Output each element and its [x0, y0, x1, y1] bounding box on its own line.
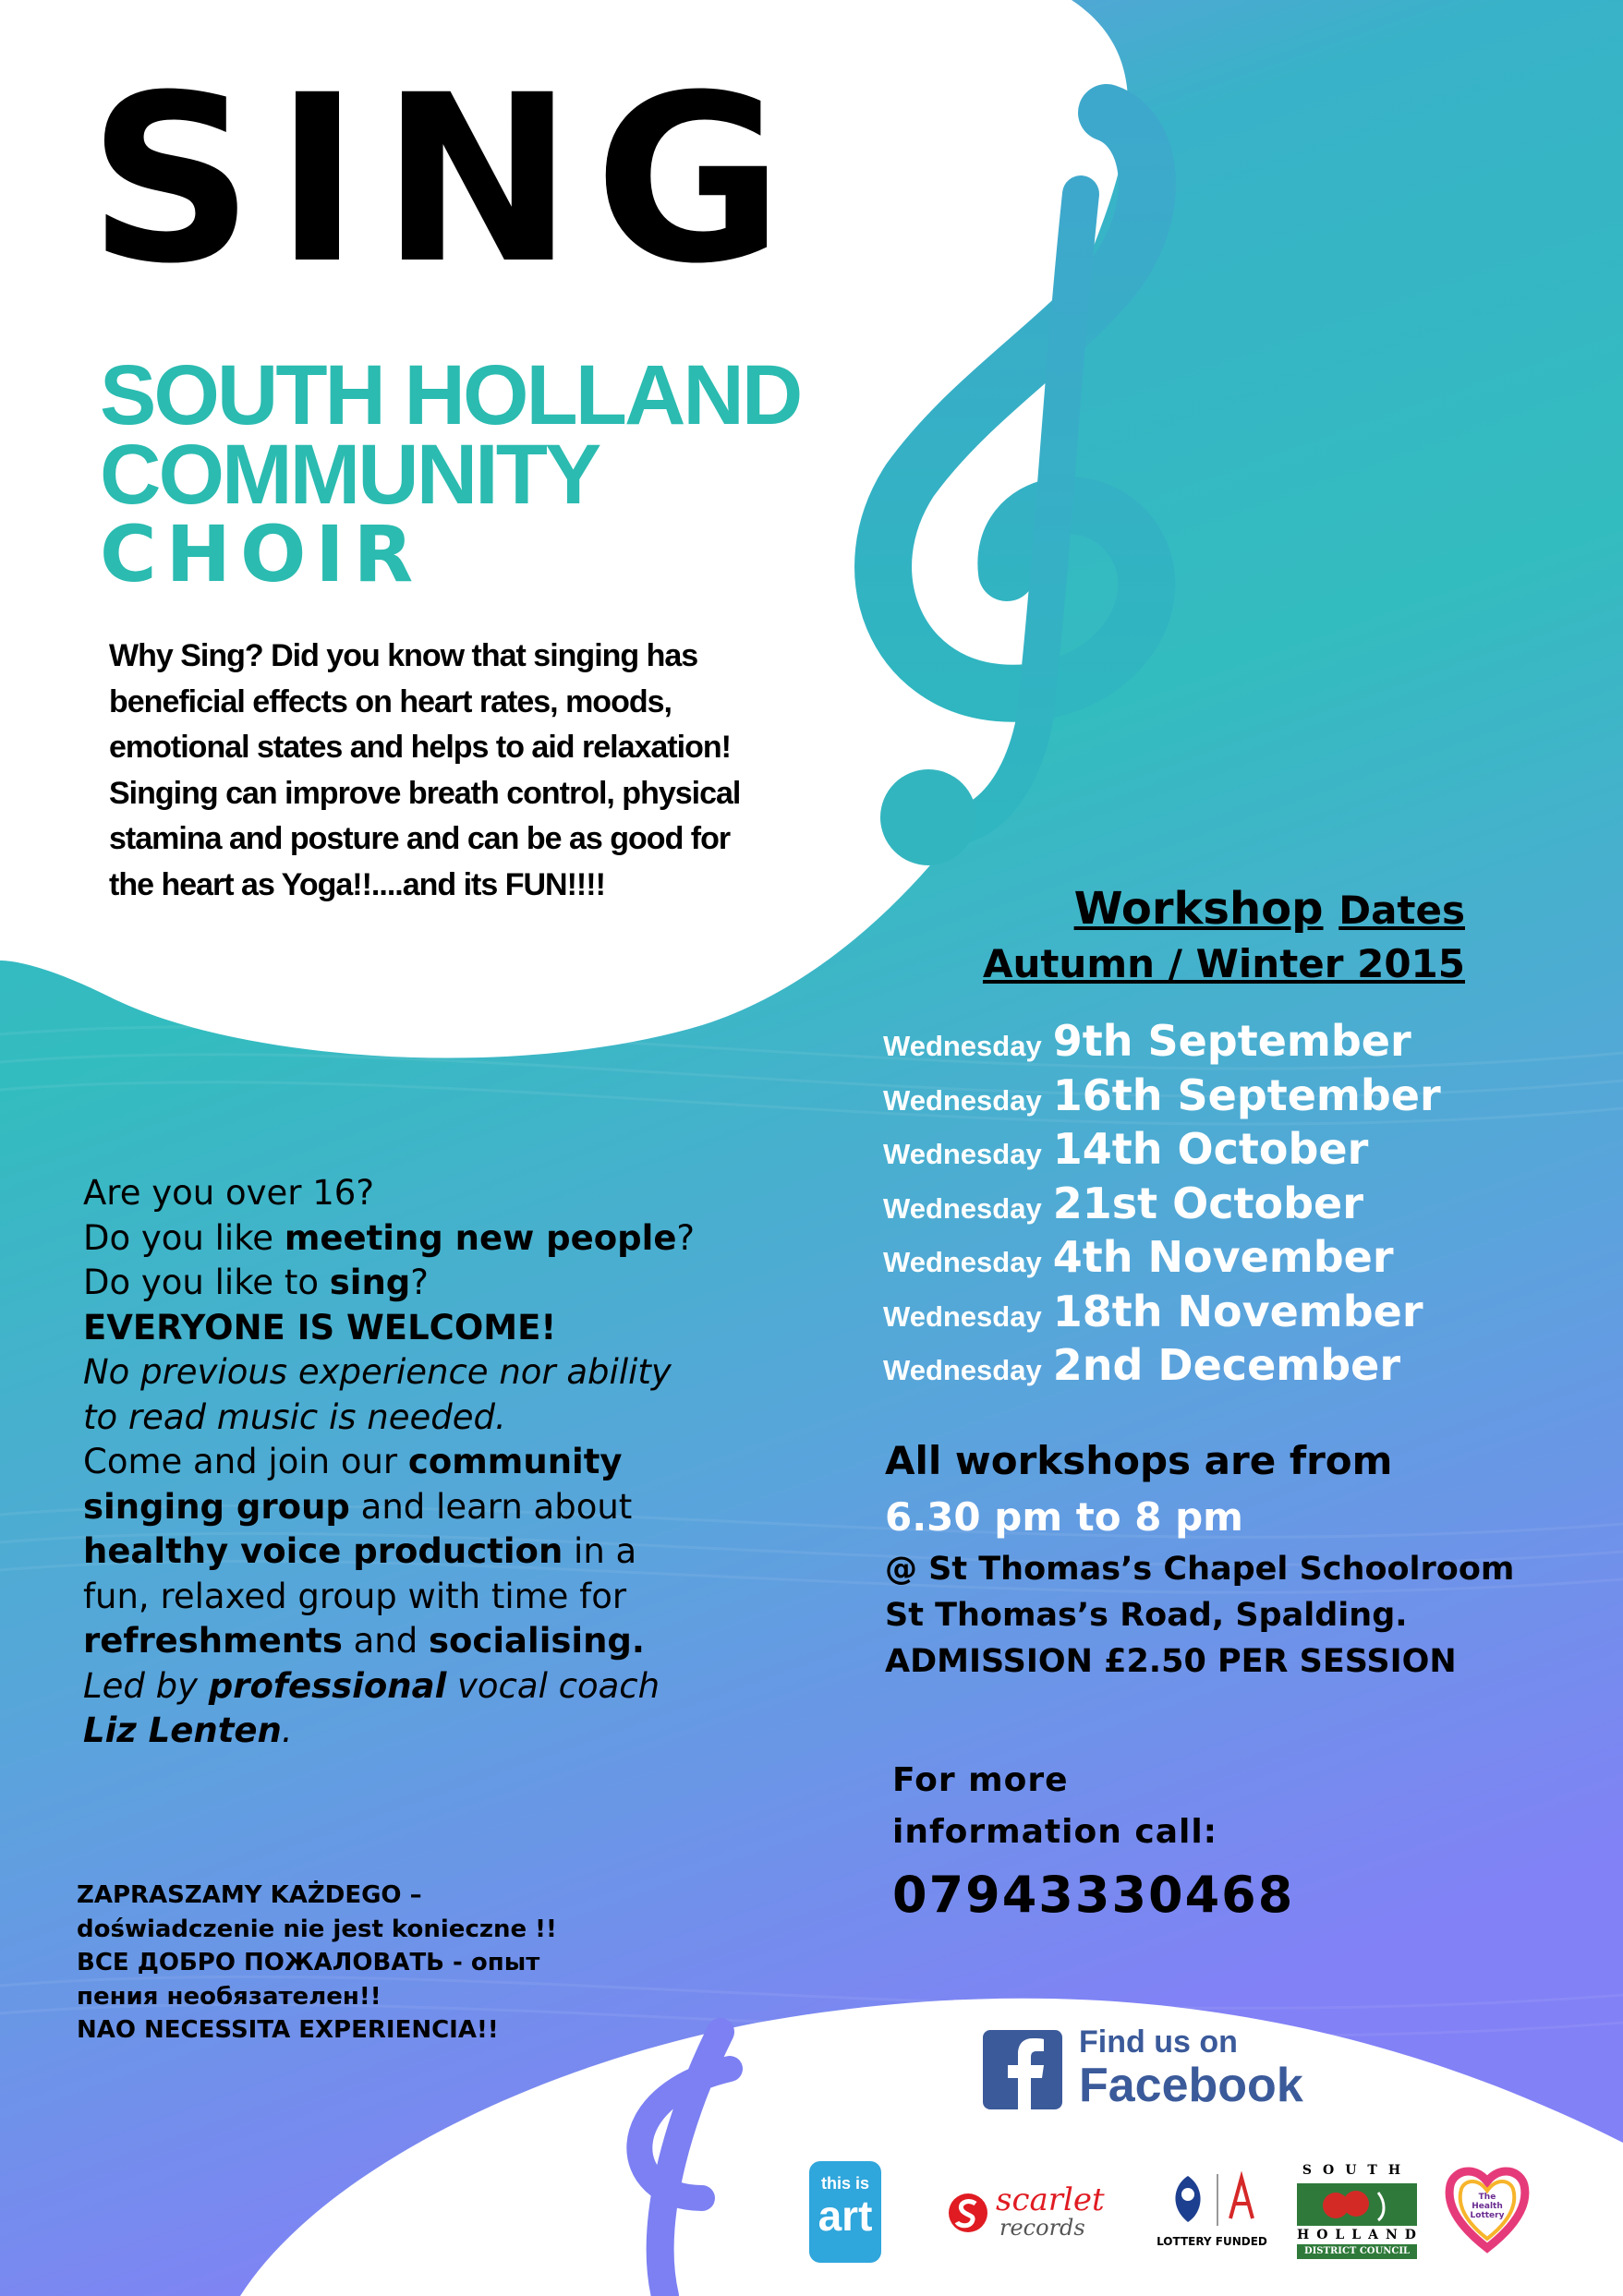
date-value: 9th September: [1052, 1016, 1411, 1066]
choir-name-line-1: SOUTH HOLLAND: [100, 348, 801, 442]
coach-name: Liz Lenten: [83, 1710, 282, 1750]
date-day: Wednesday: [883, 1083, 1042, 1117]
date-item: [883, 1232, 1441, 1287]
date-day: Wednesday: [883, 1246, 1042, 1278]
lottery-funded-logo: [1157, 2167, 1267, 2259]
date-item: [883, 1070, 1441, 1125]
time-intro: All workshops are from: [885, 1438, 1393, 1483]
why-sing-line: emotional states and helps to aid relaxation!: [109, 730, 731, 765]
workshop-heading-main: Workshop: [1073, 883, 1324, 935]
text-run-bold: sing: [329, 1263, 411, 1302]
text-run: Led by: [83, 1665, 209, 1706]
multilingual-line: пения необязателен!!: [77, 1982, 382, 2011]
date-day: Wednesday: [883, 1354, 1042, 1386]
text-run: and: [342, 1621, 429, 1661]
multilingual-line: ZAPRASZAMY KAŻDEGO –: [77, 1881, 422, 1909]
venue: @ St Thomas’s Chapel Schoolroom: [885, 1551, 1515, 1588]
date-value: 16th September: [1052, 1069, 1441, 1120]
text-run: .: [281, 1710, 293, 1750]
facebook-icon: [981, 2028, 1064, 2111]
clef-dot: [880, 769, 976, 865]
text-run: Come and join our: [83, 1442, 408, 1481]
multilingual-text: [77, 1879, 742, 2048]
date-value: 4th November: [1052, 1232, 1394, 1282]
invite-line: [83, 1529, 804, 1575]
south-holland-council-logo: [1297, 2163, 1423, 2259]
multilingual-line: doświadczenie nie jest konieczne !!: [77, 1915, 557, 1943]
time-range: 6.30 pm to 8 pm: [885, 1494, 1243, 1540]
invite-line: [83, 1216, 804, 1262]
date-item: [883, 1178, 1441, 1233]
text-run: ?: [676, 1217, 696, 1258]
why-sing-line: the heart as Yoga!!....and its FUN!!!!: [109, 866, 605, 902]
date-value: 21st October: [1052, 1178, 1363, 1228]
date-item: [883, 1287, 1441, 1341]
choir-name-line-3: CHOIR: [100, 509, 423, 599]
date-item: [883, 1124, 1441, 1178]
invite-line: [83, 1619, 804, 1664]
date-value: 2nd December: [1052, 1340, 1401, 1390]
scarlet-text-2: records: [999, 2215, 1085, 2241]
invite-line: No previous experience nor ability: [83, 1352, 672, 1392]
choir-name: [100, 348, 801, 599]
scarlet-text-1: scarlet: [996, 2181, 1105, 2218]
text-run-bold: community: [407, 1442, 623, 1481]
address: St Thomas’s Road, Spalding.: [885, 1597, 1408, 1634]
date-item: [883, 1340, 1441, 1395]
sponsor-logos: [809, 2152, 1548, 2263]
choir-name-line-2: COMMUNITY: [100, 428, 600, 522]
text-run-bold: healthy voice production: [83, 1531, 563, 1571]
text-run: Do you like to: [83, 1263, 330, 1302]
contact-line-2: information call:: [892, 1813, 1218, 1851]
invitation-text: [83, 1171, 804, 1754]
scarlet-s-icon: [948, 2193, 988, 2233]
lottery-text: LOTTERY FUNDED: [1157, 2235, 1267, 2248]
text-run-bold: professional: [208, 1665, 447, 1706]
text-run-bold: singing group: [83, 1486, 350, 1527]
date-value: 14th October: [1052, 1124, 1369, 1174]
health-lottery-logo: [1445, 2161, 1530, 2257]
text-run-bold: refreshments: [83, 1621, 343, 1661]
workshop-heading: [883, 882, 1465, 991]
this-is-art-text-1: this is: [820, 2174, 869, 2193]
text-run-bold: socialising.: [428, 1621, 645, 1661]
council-text-mid: HOLLAND: [1297, 2228, 1423, 2242]
multilingual-line: ВСЕ ДОБРО ПОЖАЛОВАТЬ - опыт: [77, 1949, 540, 1976]
text-run: ?: [410, 1263, 429, 1302]
health-lottery-text: The Health Lottery: [1470, 2193, 1505, 2220]
invite-line: Are you over 16?: [83, 1173, 374, 1213]
facebook-line-2: Facebook: [1079, 2059, 1303, 2112]
workshop-heading-rest: Dates: [1338, 888, 1465, 933]
text-run: Do you like: [83, 1217, 285, 1258]
date-day: Wednesday: [883, 1191, 1042, 1225]
why-sing-line: stamina and posture and can be as good for: [109, 821, 731, 856]
invite-line: to read music is needed.: [83, 1396, 506, 1437]
invite-line: [83, 1261, 804, 1306]
lottery-hands-icon: [1160, 2167, 1264, 2231]
date-value: 18th November: [1052, 1286, 1423, 1336]
council-text-bottom: DISTRICT COUNCIL: [1297, 2244, 1417, 2259]
why-sing-line: beneficial effects on heart rates, moods,: [109, 683, 672, 719]
why-sing-paragraph: [109, 634, 885, 908]
date-day: Wednesday: [883, 1138, 1042, 1170]
invite-line: [83, 1440, 804, 1485]
date-day: Wednesday: [883, 1299, 1042, 1333]
council-text-top: SOUTH: [1302, 2163, 1412, 2178]
workshop-dates-list: [883, 1016, 1441, 1395]
page-title: SING: [88, 45, 805, 314]
phone-number[interactable]: 07943330468: [892, 1866, 1295, 1924]
this-is-art-logo: [809, 2161, 881, 2263]
invite-line: [83, 1664, 804, 1710]
date-day: Wednesday: [883, 1030, 1042, 1062]
facebook-line-1: Find us on: [1079, 2024, 1238, 2060]
admission: ADMISSION £2.50 PER SESSION: [885, 1643, 1457, 1680]
contact-line-1: For more: [892, 1761, 1069, 1799]
invite-line: [83, 1485, 804, 1530]
text-run: vocal coach: [446, 1665, 660, 1706]
text-run: and learn about: [349, 1486, 633, 1527]
this-is-art-text-2: art: [818, 2192, 873, 2240]
why-sing-line: Why Sing? Did you know that singing has: [109, 638, 698, 673]
invite-line: fun, relaxed group with time for: [83, 1576, 627, 1616]
text-run: in a: [563, 1531, 637, 1571]
invite-line: [83, 1709, 804, 1754]
multilingual-line: NAO NECESSITA EXPERIENCIA!!: [77, 2016, 499, 2044]
council-emblem: [1297, 2183, 1417, 2226]
scarlet-records-logo: [948, 2181, 1132, 2246]
why-sing-line: Singing can improve breath control, physical: [109, 775, 741, 811]
workshop-season: Autumn / Winter 2015: [982, 941, 1465, 986]
date-item: [883, 1016, 1441, 1070]
tulip-icon: [1297, 2183, 1417, 2226]
text-run-bold: meeting new people: [284, 1217, 677, 1258]
welcome-line: EVERYONE IS WELCOME!: [83, 1307, 557, 1347]
contact-info: [892, 1755, 1294, 1932]
workshop-details: [885, 1433, 1514, 1685]
